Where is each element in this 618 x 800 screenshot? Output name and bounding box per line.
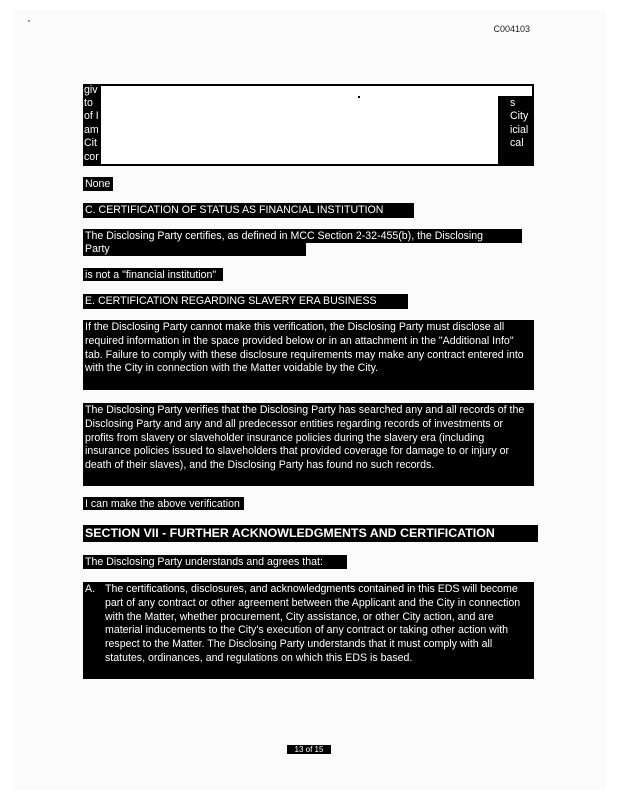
- section-e-paragraph-2: The Disclosing Party verifies that the Disclosing Party has searched any and all records of the Disclosing Party and any and all predecessor entities regarding records of investments or profits from slavery or slaveholder insurance policies during the slavery era (including insurance policies issued to slaveholders that provided coverage for damage to or injury or death of their slaves), and the Disclosing Party has found no such records.: [83, 403, 534, 486]
- item-a: [83, 582, 534, 679]
- redacted-fragment: cor: [84, 151, 99, 163]
- redacted-fragment: am: [84, 124, 99, 136]
- redacted-fragment: City: [510, 110, 529, 122]
- scan-speck: [358, 96, 360, 98]
- redacted-fragment: icial: [510, 124, 529, 136]
- redacted-fragment: Cit: [84, 137, 97, 149]
- redaction-white-box-right: [498, 86, 532, 96]
- page-number: 13 of 15: [287, 745, 331, 754]
- section-vii-heading: SECTION VII - FURTHER ACKNOWLEDGMENTS AND CERTIFICATION: [83, 525, 538, 542]
- redacted-fragment: of I: [84, 110, 99, 122]
- section-e-heading: E. CERTIFICATION REGARDING SLAVERY ERA BUSINESS: [83, 294, 408, 309]
- section-e-paragraph-1: If the Disclosing Party cannot make this verification, the Disclosing Party must disclose all required information in the space provided below or in an attachment in the "Additional Info" tab. Failure to comply with these disclosure requirements may make any contract entered into with the City in connection with the Matter voidable by the City.: [83, 320, 534, 390]
- redacted-fragment: to: [84, 97, 93, 109]
- none-answer: None: [83, 177, 113, 191]
- document-id: C004103: [493, 24, 530, 34]
- section-c-heading: C. CERTIFICATION OF STATUS AS FINANCIAL INSTITUTION: [83, 203, 414, 218]
- section-vii-intro: The Disclosing Party understands and agrees that:: [83, 555, 347, 569]
- item-a-text: The certifications, disclosures, and acknowledgments contained in this EDS will become part of any contract or other agreement between the Applicant and the City in connection with the Matter, whether procurement, City assistance, or other City action, and are material inducements to the City's execution of any contract or taking other action with respect to the Matter. The Disclosing Party understands that it must comply with all statutes, ordinances, and regulations on which this EDS is based.: [105, 583, 521, 664]
- redaction-white-box: [101, 86, 498, 164]
- section-c-answer: is not a "financial institution": [83, 268, 223, 281]
- scan-speck: [28, 20, 30, 22]
- item-a-label: A.: [85, 583, 96, 595]
- redacted-fragment: giv: [84, 84, 98, 96]
- section-c-statement-cont: Party: [83, 242, 306, 256]
- redacted-fragment: cal: [510, 137, 524, 149]
- section-c-statement: The Disclosing Party certifies, as defined in MCC Section 2-32-455(b), the Disclosing: [83, 229, 522, 243]
- section-e-answer: I can make the above verification: [83, 497, 244, 510]
- redacted-fragment: s: [510, 97, 516, 109]
